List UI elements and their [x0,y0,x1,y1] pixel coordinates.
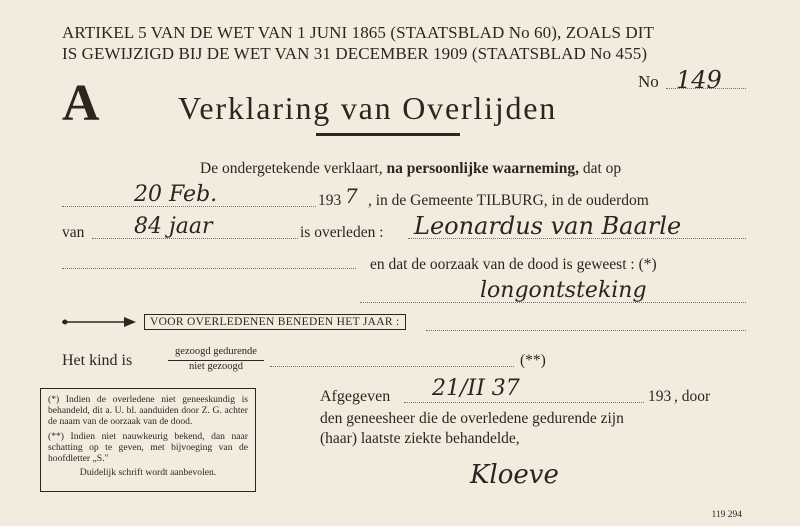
year-handwritten: 7 [345,184,358,208]
is-overleden-label: is overleden : [300,224,384,241]
footnote-2: (**) Indien niet nauwkeurig bekend, dan naar schatting op te geven, met bijvoeging van de hoofdletter „S." [48,430,248,465]
kind-prefix: Het kind is [62,352,133,369]
kind-option-bottom: niet gezoogd [189,361,243,372]
footnotes-box [40,388,256,492]
form-letter: A [62,75,100,132]
document-title: Verklaring van Overlijden [178,90,558,126]
afgegeven-line-3: (haar) laatste ziekte behandelde, [320,430,520,447]
blank-dotted-line [62,268,356,269]
year-printed: 193 [318,192,342,209]
afgegeven-dotted-line [404,402,644,403]
gemeente-text: , in de Gemeente TILBURG, in de ouderdom [368,192,649,209]
number-label: No [638,72,659,91]
intro-prefix: De ondergetekende verklaart, [200,160,383,177]
afgegeven-line-2: den geneesheer die de overledene gedurende zijn [320,410,624,427]
intro-bold: na persoonlijke waarneming, [386,160,579,177]
footnote-3: Duidelijk schrift wordt aanbevolen. [79,467,217,479]
van-label: van [62,224,85,241]
header-line-1: ARTIKEL 5 VAN DE WET VAN 1 JUNI 1865 (STAATSBLAD No 60), ZOALS DIT [62,23,654,42]
title-underline [316,133,460,136]
afgegeven-year-printed: 193 [648,388,672,405]
deceased-name-handwritten: Leonardus van Baarle [414,212,682,240]
afgegeven-label: Afgegeven [320,388,391,405]
footnote-1: (*) Indien de overledene niet geneeskundig is behandeld, dit a. U. bl. aanduiden door Z. G. achter de naam van de oorzaak van de dood. [48,394,248,428]
print-code: 119 294 [711,510,742,520]
infant-dotted-line [426,330,746,331]
cause-label: en dat de oorzaak van de dood is geweest : (*) [370,256,657,273]
afgegeven-door: , door [674,388,711,405]
number-value: 149 [676,66,722,94]
physician-signature: Kloeve [470,460,559,490]
kind-option-top: gezoogd gedurende [175,346,257,357]
kind-dotted-line [270,366,514,367]
infant-section-box: VOOR OVERLEDENEN BENEDEN HET JAAR : [144,314,406,330]
intro-line [200,160,621,178]
arrow-icon [62,316,138,328]
age-handwritten: 84 jaar [134,214,213,239]
intro-suffix: dat op [582,160,622,177]
afgegeven-date-handwritten: 21/II 37 [432,376,520,401]
header-line-2: IS GEWIJZIGD BIJ DE WET VAN 31 DECEMBER 1909 (STAATSBLAD No 455) [62,44,648,63]
death-date-handwritten: 20 Feb. [134,182,218,207]
cause-handwritten: longontsteking [480,278,647,303]
kind-suffix: (**) [520,352,546,369]
